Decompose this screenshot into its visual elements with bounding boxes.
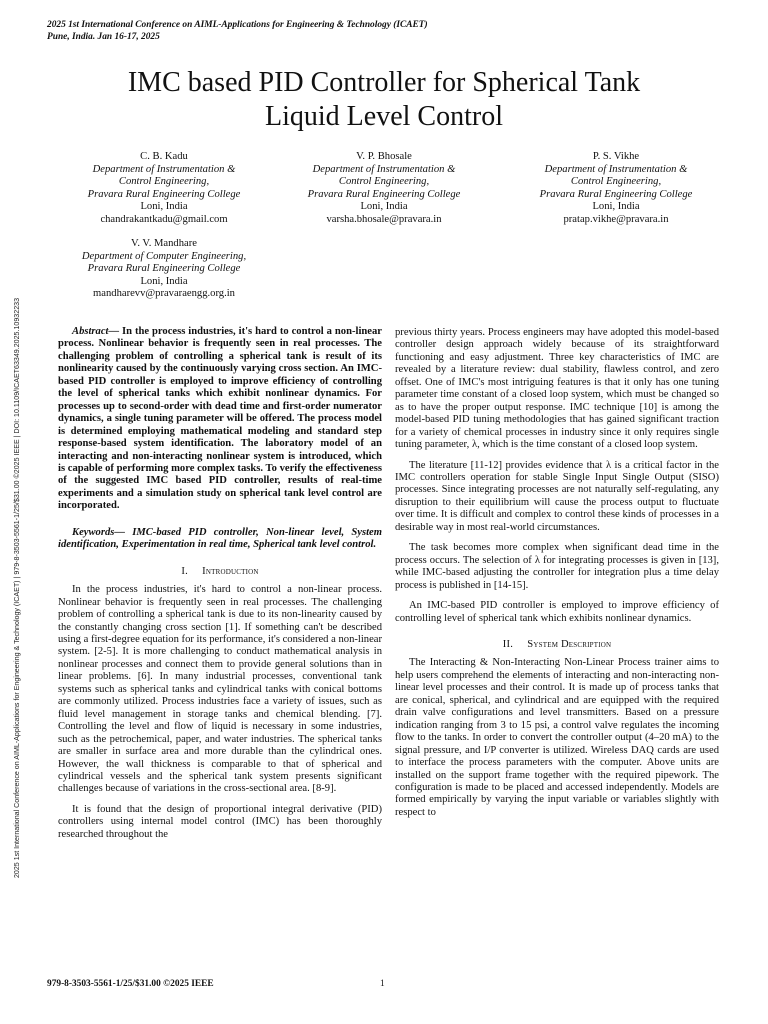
keywords: Keywords— IMC-based PID controller, Non-linear level, System identification, Experimentation in real time, Spherical tank level control. (58, 526, 382, 551)
author-department-cont: Control Engineering, (338, 176, 430, 188)
paragraph: An IMC-based PID controller is employed to improve efficiency of controlling level of spherical tank which exhibits nonlinear dynamics. (395, 600, 719, 624)
paragraph: In the process industries, it's hard to control a non-linear process. Nonlinear behavior is frequently seen in real processes. The challenging problem of controlling a spherical tank is due to its non-linearity caused by the constantly changing cross section [1]. If something can't be described using a first-degree equation for its performance, it's considered a non-linear system. [2-5]. It is more challenging to conduct mathematical analysis in nonlinear processes and connect them to provide general solutions than in linear problems. [6]. In many industrial processes, conventional tank systems such as spherical tanks and cylindrical tanks with conical bottoms are commonly utilized. Process industries face a variety of issues, such as fluid level management in storage tanks and chemical blending. [7]. Controlling the level and flow of liquid is necessary in some industries, such as the petrochemical, paper, and water industries. The spherical tanks are smaller in surface area and more durable than the cylindrical ones. However, the wall thickness is comparable to that of spherical and cylindrical vessels and the spherical tank system presents significant challenges because of variations in the cross-sectional area. [8-9]. (58, 584, 383, 795)
author-department: Department of Computer Engineering, (81, 250, 247, 262)
right-column (395, 327, 719, 819)
conference-name: 2025 1st International Conference on AIML-Applications for Engineering & Technology (ICAET) (47, 20, 428, 30)
author-name: V. V. Mandhare (131, 238, 197, 249)
author-location: Loni, India (360, 201, 408, 213)
author-block-4 (42, 238, 286, 301)
author-location: Loni, India (140, 201, 188, 213)
author-name: V. P. Bhosale (356, 151, 412, 162)
section-heading-system-description (395, 639, 719, 651)
author-email: mandharevv@pravaraengg.org.in (93, 288, 235, 300)
section-number: II. (502, 638, 514, 650)
section-number: I. (181, 565, 188, 577)
author-email: varsha.bhosale@pravara.in (326, 213, 442, 225)
author-email: pratap.vikhe@pravara.in (563, 213, 669, 225)
abstract (58, 326, 382, 513)
author-name: P. S. Vikhe (592, 151, 640, 162)
title-line-1: IMC based PID Controller for Spherical Tank (127, 67, 641, 98)
author-block-1 (54, 151, 274, 227)
author-department: Department of Instrumentation & (544, 163, 688, 175)
author-college: Pravara Rural Engineering College (539, 188, 693, 200)
author-block-3 (506, 151, 726, 227)
page-number: 1 (380, 979, 385, 989)
copyright-footer: 979-8-3503-5561-1/25/$31.00 ©2025 IEEE (47, 979, 214, 989)
author-name: C. B. Kadu (140, 151, 188, 162)
author-block-2 (274, 151, 494, 227)
paper-title (40, 66, 728, 134)
abstract-text: In the process industries, it's hard to control a non-linear process. Nonlinear behavior is frequently seen in real processes. The challenging problem of controlling a spherical tank is result of its nonlinearity caused by the continuously varying cross section. An IMC-based PID controller is employed to improve efficiency of controlling the level of spherical tanks which exhibit nonlinear dynamics. For processes up to second-order with dead time and first-order numerator dynamics, a single tuning parameter will be offered. The process model is determined employing mathematical modeling and standard step response-based system identification. The laboratory model of an interacting and non-interacting nonlinear system is introduced, which is capable of performing more complex tasks. To verify the effectiveness of the suggested IMC based PID controller, results of real-time experiments and a simulation study on spherical tank level control are incorporated. (58, 326, 382, 512)
author-college: Pravara Rural Engineering College (87, 188, 241, 200)
paragraph: The literature [11-12] provides evidence that λ is a critical factor in the IMC controllers operation for stable Single Input Single Output (SISO) processes. Since integrating processes are not naturally self-regulating, any disruption to their equilibrium will cause the process output to fluctuate over time. It is difficult and complex to control these kinds of processes in a desirable way in most real-world circumstances. (395, 459, 719, 533)
abstract-label: Abstract— (72, 326, 120, 337)
author-location: Loni, India (140, 275, 188, 287)
author-email: chandrakantkadu@gmail.com (100, 213, 228, 225)
section-title: Introduction (202, 565, 259, 577)
author-location: Loni, India (592, 201, 640, 213)
author-department-cont: Control Engineering, (118, 176, 210, 188)
author-department-cont: Control Engineering, (570, 176, 662, 188)
paragraph: It is found that the design of proportional integral derivative (PID) controllers using internal model control (IMC) has been thoroughly researched throughout the (58, 803, 382, 840)
paragraph: The task becomes more complex when significant dead time in the process occurs. The selection of λ for integrating processes is given in [13], while IMC-based adjusting the controller for integration plus a time delay process is published in [14-15]. (395, 542, 719, 591)
author-college: Pravara Rural Engineering College (307, 188, 461, 200)
paragraph-continued: previous thirty years. Process engineers may have adopted this model-based controller design approach widely because of its straightforward functioning and easy adjustment. Three key characteristics of IMC are revealed by a literature review: dual stability, flawless control, and zero offset. One of IMC's most intriguing features is that it only has one tuning parameter time constant of a closed loop system, which must be changed so as to have the proper output response. IMC technique [10] is among the model-based PID tuning methodologies that has gained significant traction for a variety of chemical processes in industry since it only requires single tuning parameter, λ, which is the time constant of a closed loop system. (395, 327, 719, 451)
title-line-2: Liquid Level Control (265, 101, 503, 132)
section-heading-introduction (58, 566, 382, 578)
left-column (58, 326, 382, 841)
author-department: Department of Instrumentation & (312, 163, 456, 175)
section-title: System Description (527, 638, 612, 650)
author-college: Pravara Rural Engineering College (87, 263, 241, 275)
author-department: Department of Instrumentation & (92, 163, 236, 175)
paragraph: The Interacting & Non-Interacting Non-Linear Process trainer aims to help users comprehend the elements of interacting and non-interacting non-linear level processes and their control. It is made up of process tanks that are conical, spherical, and cylindrical and are equipped with the required drain valve configurations and level transmitters. Based on a pressure indication ranging from 3 to 15 psi, a control valve regulates the incoming flow to the tanks. In order to convert the controller output (4–20 mA) to the signal pressure, and I/P converter is utilized. Wireless DAQ cards are used to interface the process parameters with the computer. Above units are installed on the support frame together with the required pipework. The configuration is made to be placed and accessed independently. Models are formed empirically by varying the input variable or variables slightly with respect to (395, 657, 719, 818)
conference-location-date: Pune, India. Jan 16-17, 2025 (47, 32, 160, 42)
doi-sidebar: 2025 1st International Conference on AIML-Applications for Engineering & Technology (ICAET) | 979-8-3503-5561-1/25/$31.00 ©2025 IEEE | DOI: 10.1109/ICAET63349.2025.10932233 (13, 297, 21, 879)
conference-header (47, 19, 428, 43)
